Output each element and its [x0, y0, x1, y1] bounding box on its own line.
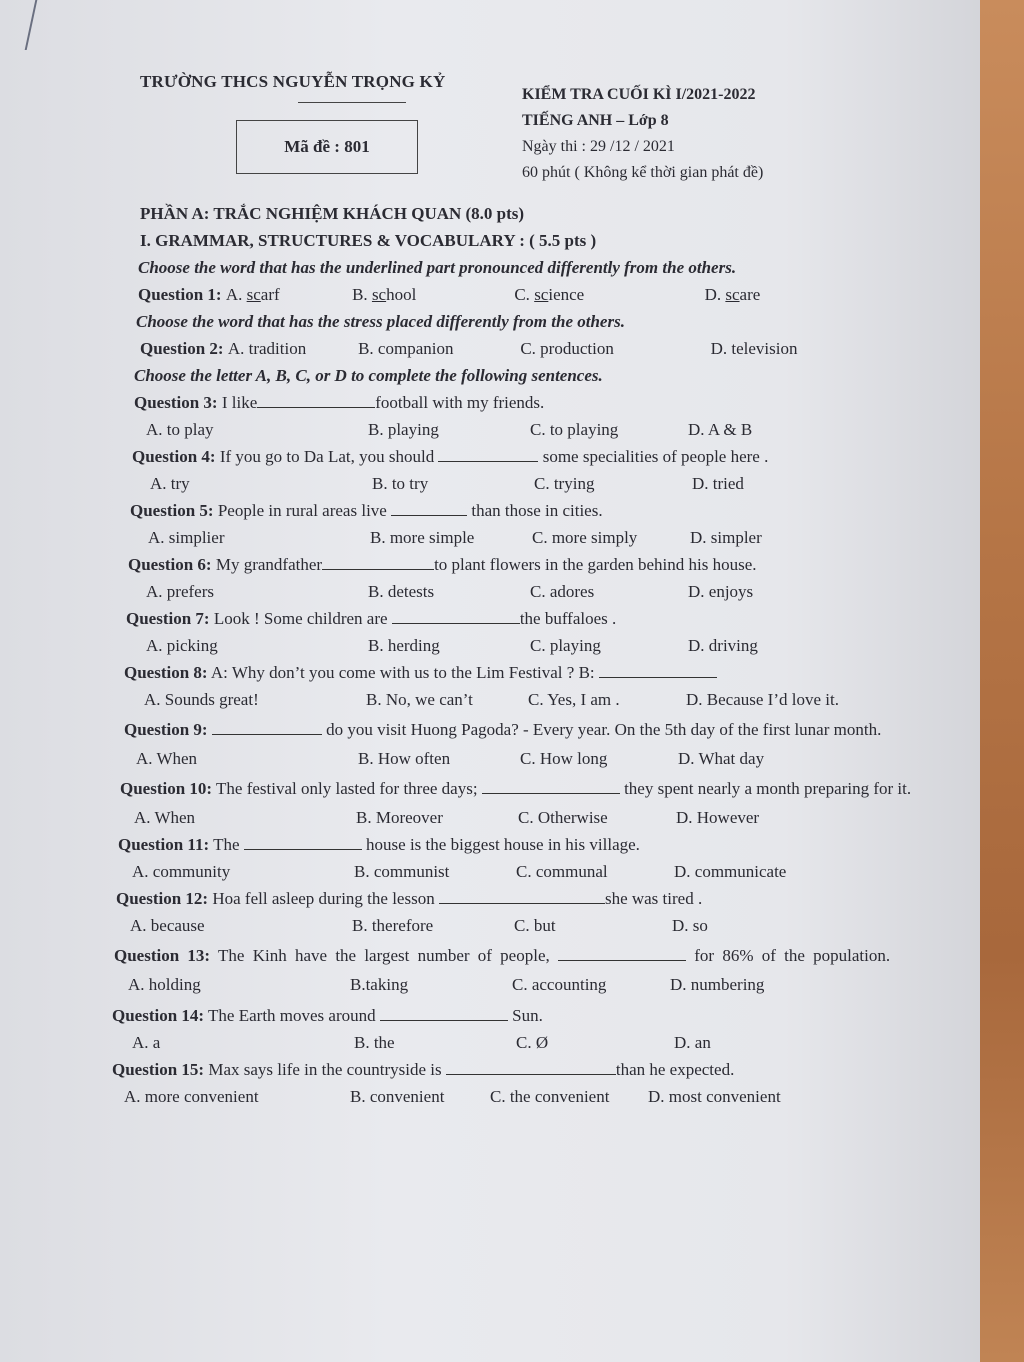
option-d: D. However: [676, 808, 760, 827]
option-c: C. adores: [530, 582, 595, 601]
question-12: [112, 885, 932, 912]
option-c: C. to playing: [530, 420, 619, 439]
instruction-stress: Choose the word that has the stress placed differently from the others.: [136, 312, 625, 331]
exam-date: Ngày thi : 29 /12 / 2021: [522, 138, 675, 155]
answer-blank: [257, 391, 375, 408]
question-label: Question 12:: [116, 889, 209, 908]
option-c: C. but: [514, 916, 556, 935]
option-d: D. What day: [678, 749, 765, 768]
option-a: A. When: [134, 808, 196, 827]
question-text-end: Sun.: [512, 1006, 543, 1025]
option-d: D. driving: [688, 636, 758, 655]
option-a: A. When: [136, 749, 198, 768]
option-a: A. scarf: [225, 285, 280, 304]
option-c: C. Yes, I am .: [528, 690, 620, 709]
question-label: Question 2:: [140, 339, 224, 358]
answer-blank: [446, 1058, 616, 1075]
question-13: [112, 943, 926, 969]
option-b: B. herding: [368, 636, 440, 655]
option-a: A. because: [130, 916, 205, 935]
question-text: If you go to Da Lat, you should: [219, 447, 435, 466]
question-text-end: for 86% of the population.: [694, 946, 891, 965]
question-label: Question 1:: [138, 285, 222, 304]
option-b: B. to try: [372, 474, 429, 493]
question-8-options: [112, 686, 932, 713]
option-a: A. more convenient: [124, 1087, 259, 1106]
option-d: D. simpler: [690, 528, 762, 547]
question-text: The: [213, 835, 240, 854]
question-label: Question 13:: [114, 946, 211, 965]
question-9: [112, 717, 924, 743]
answer-blank: [599, 661, 717, 678]
question-7: [112, 605, 932, 632]
option-b: B.taking: [350, 975, 409, 994]
question-label: Question 11:: [118, 835, 210, 854]
option-c: C. accounting: [512, 975, 607, 994]
question-13-options: [112, 971, 932, 998]
question-text-end: to plant flowers in the garden behind his house.: [434, 555, 757, 574]
question-label: Question 10:: [120, 779, 213, 798]
question-5-options: [112, 524, 932, 551]
question-11: [112, 831, 932, 858]
option-d: D. most convenient: [648, 1087, 781, 1106]
option-b: B. more simple: [370, 528, 475, 547]
question-5: [112, 497, 932, 524]
question-text: Look ! Some children are: [213, 609, 388, 628]
option-a: A. simplier: [148, 528, 225, 547]
option-c: C. the convenient: [490, 1087, 610, 1106]
question-text-end: she was tired .: [604, 889, 703, 908]
question-text-end: than those in cities.: [471, 501, 603, 520]
instruction-complete: Choose the letter A, B, C, or D to complete the following sentences.: [134, 366, 603, 385]
answer-blank: [212, 718, 322, 735]
question-14: [112, 1002, 932, 1029]
part-a-heading: PHẦN A: TRẮC NGHIỆM KHÁCH QUAN (8.0 pts): [140, 204, 525, 223]
answer-blank: [391, 499, 467, 516]
question-label: Question 5:: [130, 501, 214, 520]
question-text: I like: [221, 393, 258, 412]
question-text: People in rural areas live: [217, 501, 387, 520]
question-4: [112, 443, 932, 470]
question-3-options: [112, 416, 932, 443]
question-label: Question 7:: [126, 609, 210, 628]
question-label: Question 14:: [112, 1006, 205, 1025]
option-c: C. trying: [534, 474, 595, 493]
question-label: Question 3:: [134, 393, 218, 412]
question-text: Max says life in the countryside is: [208, 1060, 442, 1079]
option-a: A. picking: [146, 636, 218, 655]
option-a: A. Sounds great!: [144, 690, 259, 709]
section-1-heading: I. GRAMMAR, STRUCTURES & VOCABULARY : ( 5.5 pts ): [140, 231, 597, 250]
option-d: D. so: [672, 916, 708, 935]
option-b: B. Moreover: [356, 808, 443, 827]
option-d: D. scare: [704, 285, 761, 304]
question-1: [112, 281, 932, 308]
question-text-end: some specialities of people here .: [542, 447, 769, 466]
question-2: [112, 335, 932, 362]
option-c: C. communal: [516, 862, 608, 881]
answer-blank: [244, 833, 362, 850]
question-label: Question 4:: [132, 447, 216, 466]
question-4-options: [112, 470, 932, 497]
question-text: The Kinh have the largest number of people,: [218, 946, 550, 965]
answer-blank: [380, 1004, 508, 1021]
question-label: Question 9:: [124, 720, 208, 739]
school-name: TRƯỜNG THCS NGUYỄN TRỌNG KỶ: [140, 72, 446, 91]
question-text: The festival only lasted for three days;: [216, 779, 478, 798]
option-b: B. convenient: [350, 1087, 445, 1106]
answer-blank: [322, 553, 434, 570]
question-text: do you visit Huong Pagoda? - Every year. On the 5th day of the first lunar month.: [326, 720, 882, 739]
option-d: D. an: [674, 1033, 711, 1052]
question-text: A: Why don’t you come with us to the Lim Festival ? B:: [210, 663, 595, 682]
exam-code-box: Mã đề : 801: [236, 120, 418, 174]
option-d: D. communicate: [674, 862, 787, 881]
option-c: C. more simply: [532, 528, 638, 547]
question-text-end: football with my friends.: [375, 393, 545, 412]
option-d: D. Because I’d love it.: [686, 690, 839, 709]
question-text-end: they spent nearly a month preparing for it.: [624, 779, 912, 798]
option-c: C. playing: [530, 636, 601, 655]
question-3: [112, 389, 932, 416]
option-a: A. holding: [128, 975, 201, 994]
answer-blank: [439, 887, 605, 904]
option-d: D. A & B: [688, 420, 753, 439]
option-d: D. enjoys: [688, 582, 754, 601]
question-8: [112, 659, 932, 686]
option-b: B. communist: [354, 862, 450, 881]
option-d: D. television: [710, 339, 798, 358]
option-b: B. How often: [358, 749, 451, 768]
question-label: Question 6:: [128, 555, 212, 574]
option-a: A. community: [132, 862, 231, 881]
option-b: B. No, we can’t: [366, 690, 473, 709]
question-14-options: [112, 1029, 932, 1056]
question-text: The Earth moves around: [208, 1006, 376, 1025]
answer-blank: [482, 777, 620, 794]
question-text: Hoa fell asleep during the lesson: [212, 889, 435, 908]
option-a: A. a: [132, 1033, 161, 1052]
answer-blank: [558, 944, 686, 961]
question-text-end: house is the biggest house in his village.: [366, 835, 640, 854]
question-9-options: [112, 745, 932, 772]
exam-subject: TIẾNG ANH – Lớp 8: [522, 112, 669, 129]
option-c: C. Otherwise: [518, 808, 608, 827]
question-12-options: [112, 912, 932, 939]
instruction-pronunciation: Choose the word that has the underlined part pronounced differently from the others.: [138, 258, 737, 277]
option-b: B. playing: [368, 420, 439, 439]
exam-duration: 60 phút ( Không kể thời gian phát đề): [522, 164, 764, 181]
option-b: B. school: [352, 285, 417, 304]
option-c: C. science: [514, 285, 585, 304]
exam-content: [112, 200, 932, 1110]
answer-blank: [438, 445, 538, 462]
question-15-options: [112, 1083, 932, 1110]
question-6-options: [112, 578, 932, 605]
option-a: A. try: [150, 474, 190, 493]
option-a: A. prefers: [146, 582, 214, 601]
option-b: B. detests: [368, 582, 435, 601]
option-c: C. Ø: [516, 1033, 549, 1052]
question-label: Question 8:: [124, 663, 208, 682]
option-c: C. How long: [520, 749, 608, 768]
question-7-options: [112, 632, 932, 659]
option-b: B. companion: [358, 339, 454, 358]
question-10-options: [112, 804, 932, 831]
school-name-underline: [298, 102, 406, 103]
question-15: [112, 1056, 932, 1083]
pen-mark: [25, 0, 58, 50]
answer-blank: [392, 607, 520, 624]
question-6: [112, 551, 932, 578]
exam-info: [522, 82, 842, 186]
question-text-end: than he expected.: [615, 1060, 735, 1079]
question-text-end: the buffaloes .: [519, 609, 617, 628]
exam-title: KIỂM TRA CUỐI KÌ I/2021-2022: [522, 86, 756, 103]
option-b: B. the: [354, 1033, 395, 1052]
option-b: B. therefore: [352, 916, 434, 935]
option-d: D. numbering: [670, 975, 765, 994]
option-c: C. production: [520, 339, 614, 358]
option-a: A. tradition: [227, 339, 307, 358]
option-d: D. tried: [692, 474, 744, 493]
question-label: Question 15:: [112, 1060, 205, 1079]
question-10: [112, 776, 926, 802]
option-a: A. to play: [146, 420, 214, 439]
question-11-options: [112, 858, 932, 885]
question-text: My grandfather: [215, 555, 323, 574]
